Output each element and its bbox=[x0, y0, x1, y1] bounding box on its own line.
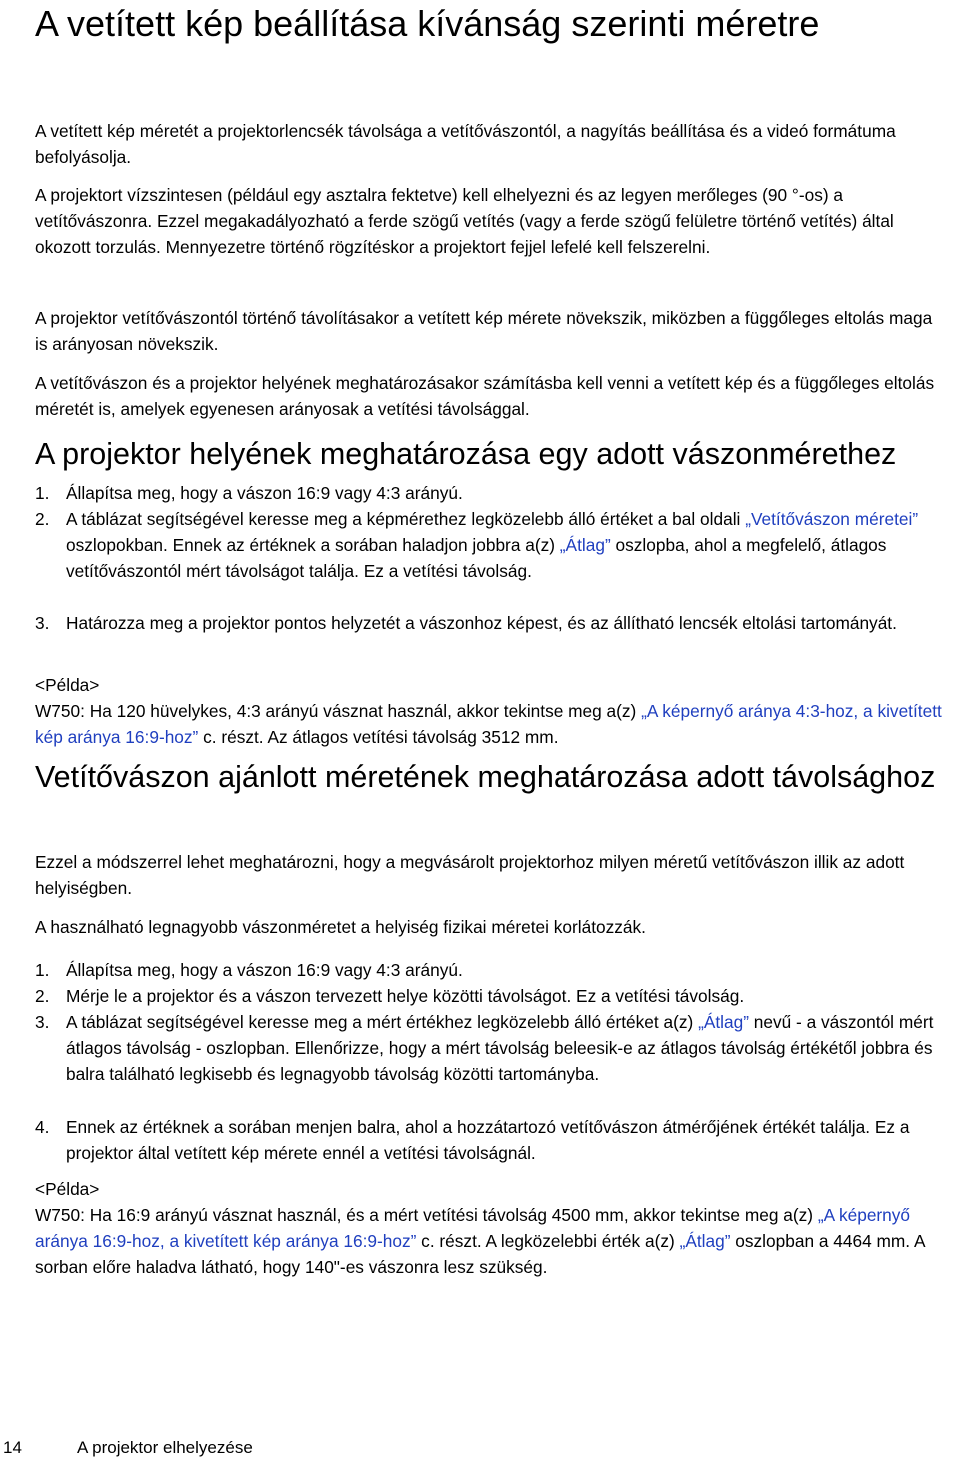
step-text-part: A táblázat segítségével keresse meg a képmérethez legközelebb álló értéket a bal oldali bbox=[66, 509, 746, 529]
step-text-part: A táblázat segítségével keresse meg a mért értékhez legközelebb álló értéket a(z) bbox=[66, 1012, 699, 1032]
intro-paragraph-3: A projektor vetítővászontól történő távolításakor a vetített kép mérete növekszik, miközben a függőleges eltolás maga is arányosan növekszik. bbox=[35, 308, 933, 354]
step-text bbox=[35, 506, 947, 584]
step-text-part: nevű - a vászontól mért átlagos távolság - oszlopban. Ellenőrizze, hogy a mért távolság beleesik-e az átlagos távolság értékétől jobbra és balra található legkisebb és legnagyobb távolság közötti tartományba. bbox=[66, 1012, 934, 1084]
step-text: Ennek az értéknek a sorában menjen balra, ahol a hozzátartozó vetítővászon átmérőjének értékét találja. Ez a projektor által vetített kép mérete ennél a vetítési távolságnál. bbox=[66, 1117, 910, 1163]
example-text-part: W750: Ha 16:9 arányú vásznat használ, és a mért vetítési távolság 4500 mm, akkor tekintse meg a(z) bbox=[35, 1205, 818, 1225]
step-text-part: oszlopokban. Ennek az értéknek a sorában haladjon jobbra a(z) bbox=[66, 535, 560, 555]
section2-step-3 bbox=[35, 1009, 947, 1087]
step-number: 1. bbox=[35, 483, 50, 503]
intro-paragraph-1: A vetített kép méretét a projektorlencsék távolsága a vetítővászontól, a nagyítás beállítása és a videó formátuma befolyásolja. bbox=[35, 121, 896, 167]
step-number: 3. bbox=[35, 1012, 50, 1032]
section1-step-3 bbox=[35, 610, 947, 636]
example-text-part: oszlopban a 4464 mm. A sorban előre haladva látható, hogy 140"-es vászonra lesz szükség. bbox=[35, 1231, 925, 1277]
section2-step-2 bbox=[35, 983, 947, 1009]
step-text-part: oszlopba, ahol a megfelelő, átlagos vetítővászontól mért távolságot találja. Ez a vetítési távolság. bbox=[66, 535, 887, 581]
section2-paragraph-1: Ezzel a módszerrel lehet meghatározni, hogy a megvásárolt projektorhoz milyen méretű vetítővászon illik az adott helyiségben. bbox=[35, 852, 905, 898]
step-number: 1. bbox=[35, 960, 50, 980]
step-text: Mérje le a projektor és a vászon tervezett helye közötti távolságot. Ez a vetítési távolság. bbox=[66, 986, 745, 1006]
page-number: 14 bbox=[3, 1438, 22, 1457]
example-text-part: c. részt. A legközelebbi érték a(z) bbox=[416, 1231, 680, 1251]
step-text: Állapítsa meg, hogy a vászon 16:9 vagy 4:3 arányú. bbox=[66, 483, 463, 503]
section1-example-label: <Példa> bbox=[35, 675, 100, 695]
intro-paragraph-4: A vetítővászon és a projektor helyének meghatározásakor számításba kell venni a vetített kép és a függőleges eltolás méretét is, amelyek egyenesen arányosak a vetítési távolsággal. bbox=[35, 373, 935, 419]
step-text: Állapítsa meg, hogy a vászon 16:9 vagy 4:3 arányú. bbox=[66, 960, 463, 980]
section1-step-1 bbox=[35, 480, 947, 506]
page-title: A vetített kép beállítása kívánság szerinti méretre bbox=[35, 3, 820, 44]
section2-step-4 bbox=[35, 1114, 947, 1166]
average-column-link[interactable]: „Átlag” bbox=[698, 1012, 749, 1032]
section2-step-1 bbox=[35, 957, 947, 983]
step-number: 3. bbox=[35, 613, 50, 633]
step-number: 4. bbox=[35, 1117, 50, 1137]
aspect-4-3-link[interactable]: „A képernyő aránya 4:3-hoz, a kivetített kép aránya 16:9-hoz” bbox=[35, 701, 942, 747]
example-text-part: W750: Ha 120 hüvelykes, 4:3 arányú vásznat használ, akkor tekintse meg a(z) bbox=[35, 701, 642, 721]
section2-paragraph-2: A használható legnagyobb vászonméretet a helyiség fizikai méretei korlátozzák. bbox=[35, 917, 646, 937]
screen-size-link[interactable]: „Vetítővászon méretei” bbox=[745, 509, 919, 529]
step-number: 2. bbox=[35, 986, 50, 1006]
section-heading-2: Vetítővászon ajánlott méretének meghatározása adott távolsághoz bbox=[35, 760, 936, 794]
section2-example-label: <Példa> bbox=[35, 1179, 100, 1199]
average-column-link[interactable]: „Átlag” bbox=[679, 1231, 731, 1251]
section2-example bbox=[35, 1202, 947, 1280]
step-text: Határozza meg a projektor pontos helyzetét a vászonhoz képest, és az állítható lencsék eltolási tartományát. bbox=[66, 613, 897, 633]
section-heading-1: A projektor helyének meghatározása egy adott vászonmérethez bbox=[35, 437, 897, 471]
page-footer bbox=[3, 1437, 253, 1459]
footer-section-title: A projektor elhelyezése bbox=[77, 1438, 253, 1457]
example-text-part: c. részt. Az átlagos vetítési távolság 3512 mm. bbox=[198, 727, 559, 747]
aspect-16-9-link[interactable]: „A képernyő aránya 16:9-hoz, a kivetített kép aránya 16:9-hoz” bbox=[35, 1205, 911, 1251]
section1-example bbox=[35, 698, 947, 750]
average-column-link[interactable]: „Átlag” bbox=[559, 535, 611, 555]
step-number: 2. bbox=[35, 509, 50, 529]
intro-paragraph-2: A projektort vízszintesen (például egy asztalra fektetve) kell elhelyezni és az legyen merőleges (90 °-os) a vetítővászonra. Ezzel megakadályozható a ferde szögű vetítés (vagy a ferde szögű felületre történő vetítés) által okozott torzulás. Mennyezetre történő rögzítéskor a projektort fejjel lefelé kell felszerelni. bbox=[35, 185, 894, 257]
section1-step-2 bbox=[35, 506, 947, 584]
step-text bbox=[35, 1009, 947, 1087]
